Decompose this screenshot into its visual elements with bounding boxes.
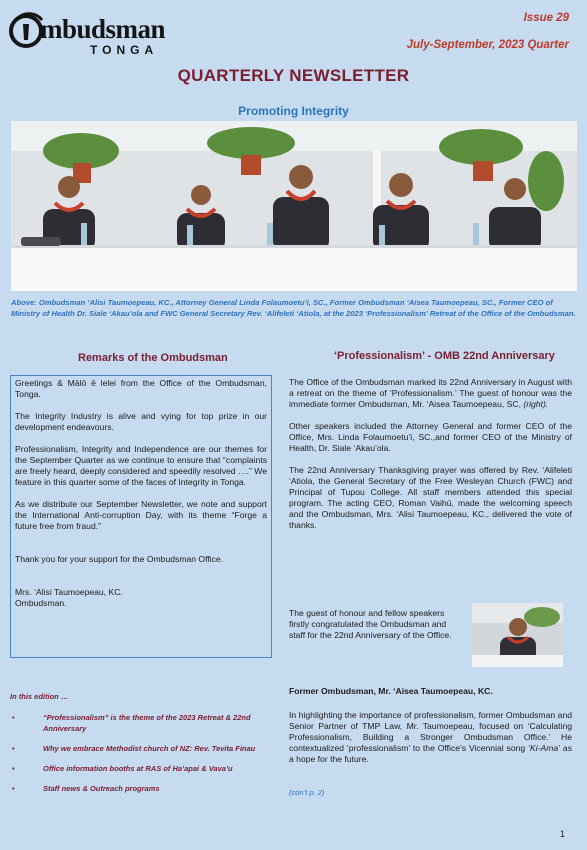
article-paragraph bbox=[289, 377, 572, 410]
signature-role: Ombudsman. bbox=[15, 598, 67, 608]
logo-wordmark: mbudsman bbox=[40, 14, 166, 44]
remarks-heading: Remarks of the Ombudsman bbox=[78, 352, 228, 364]
bullet-icon: • bbox=[12, 744, 15, 753]
former-ombudsman-heading: Former Ombudsman, Mr. ‘Aisea Taumoepeau, KC. bbox=[289, 686, 493, 696]
article-note: (right). bbox=[523, 399, 549, 409]
former-ombudsman-photo bbox=[472, 603, 563, 667]
continued-note: (con’t p. 2) bbox=[289, 788, 325, 797]
page-number: 1 bbox=[559, 829, 565, 839]
bullet-icon: • bbox=[12, 713, 15, 722]
article-paragraph: Other speakers included the Attorney General and former CEO of the Office, Mrs. Linda Folaumoetu’i, SC.,and former CEO of the Ministry of Health, Dr. Siale ‘Akau’ola. bbox=[289, 421, 572, 453]
anniversary-article bbox=[289, 377, 572, 542]
signature-name: Mrs. ‘Alisi Taumoepeau, KC. bbox=[15, 587, 123, 597]
song-title: ‘Ki-Ama’ bbox=[528, 743, 561, 753]
guest-paragraph: The guest of honour and fellow speakers firstly congratulated the Ombudsman and staff for the 22nd Anniversary of the Office. bbox=[289, 608, 452, 640]
list-item bbox=[10, 783, 270, 794]
article-text: In highlighting the importance of professionalism, former Ombudsman and Senior Partner of TMP Law, Mr. Taumoepeau, focused on ‘Calculating Professionalism, Building a Stronger Ombudsman Office.’ He contextualized ‘professionalism’ to the Office’s Vicennial song bbox=[289, 710, 572, 753]
bullet-icon: • bbox=[12, 784, 15, 793]
issue-period: July-September, 2023 Quarter bbox=[406, 39, 569, 51]
list-item bbox=[10, 712, 270, 734]
list-item-text: “Professionalism” is the theme of the 2023 Retreat & 22nd Anniversary bbox=[43, 713, 251, 733]
remarks-paragraph: Professionalism, Integrity and Independence are our themes for the September Quarter as we continue to ensure that “complaints are freely heard, deeply considered and speedily resolved ….” We feature in this quarter some of the faces of Integrity in Tonga. bbox=[15, 444, 267, 487]
article-text: as a hope for the future. bbox=[289, 743, 572, 764]
feature-heading: Promoting Integrity bbox=[238, 104, 349, 118]
article-paragraph bbox=[289, 710, 572, 765]
edition-heading: In this edition … bbox=[10, 692, 69, 701]
article-paragraph: The 22nd Anniversary Thanksgiving prayer was offered by Rev. ‘Alifeleti ‘Atiola, the General Secretary of the Free Wesleyan Church (FWC) and Principal of Tupou College. All staff members attended this special program. The acting CEO, Roman Vaihū, made the welcoming speech and the Ombudsman, Mrs. ‘Alisi Taumoepeau, KC., delivered the vote of thanks. bbox=[289, 465, 572, 530]
list-item-text: Why we embrace Methodist church of NZ: Rev. Tevita Finau bbox=[43, 744, 256, 753]
anniversary-heading: ‘Professionalism’ - OMB 22nd Anniversary bbox=[334, 350, 555, 362]
remarks-box bbox=[10, 375, 272, 658]
remarks-paragraph: Thank you for your support for the Ombudsman Office. bbox=[15, 554, 224, 564]
remarks-paragraph: Greetings & Mālō ē lelei from the Office of the Ombudsman, Tonga. bbox=[15, 378, 267, 399]
issue-number: Issue 29 bbox=[523, 12, 569, 24]
logo-subtitle: TONGA bbox=[90, 43, 159, 57]
edition-list bbox=[10, 712, 270, 803]
remarks-paragraph: The Integrity Industry is alive and vying for top prize in our development endeavours. bbox=[15, 411, 267, 432]
newsletter-title: QUARTERLY NEWSLETTER bbox=[177, 66, 410, 85]
list-item-text: Office information booths at RAS of Ha’apai & Vava’u bbox=[43, 764, 233, 773]
list-item bbox=[10, 743, 270, 754]
article-text: The Office of the Ombudsman marked its 22nd Anniversary in August with a retreat on the theme of ‘Professionalism.’ The guest of honour was the immediate former Ombudsman, Mr. ‘Aisea Taumoepeau, SC, bbox=[289, 377, 572, 409]
photo-caption: Above: Ombudsman ‘Alisi Taumoepeau, KC., Attorney General Linda Folaumoetu’i, SC., Former Ombudsman ‘Aisea Taumoepeau, SC., Former CEO of Ministry of Health Dr. Siale ‘Akau’ola and FWC General Secretary Rev. ‘Alifeleti ‘Atiola, at the 2023 ‘Professionalism’ Retreat of the Office of the Ombudsman. bbox=[11, 298, 576, 318]
remarks-paragraph: As we distribute our September Newsletter, we note and support the International Anti-corruption Day, with its theme “Forge a future free from fraud.” bbox=[15, 499, 267, 531]
bullet-icon: • bbox=[12, 764, 15, 773]
list-item-text: Staff news & Outreach programs bbox=[43, 784, 160, 793]
retreat-photo bbox=[11, 121, 577, 291]
list-item bbox=[10, 763, 270, 774]
